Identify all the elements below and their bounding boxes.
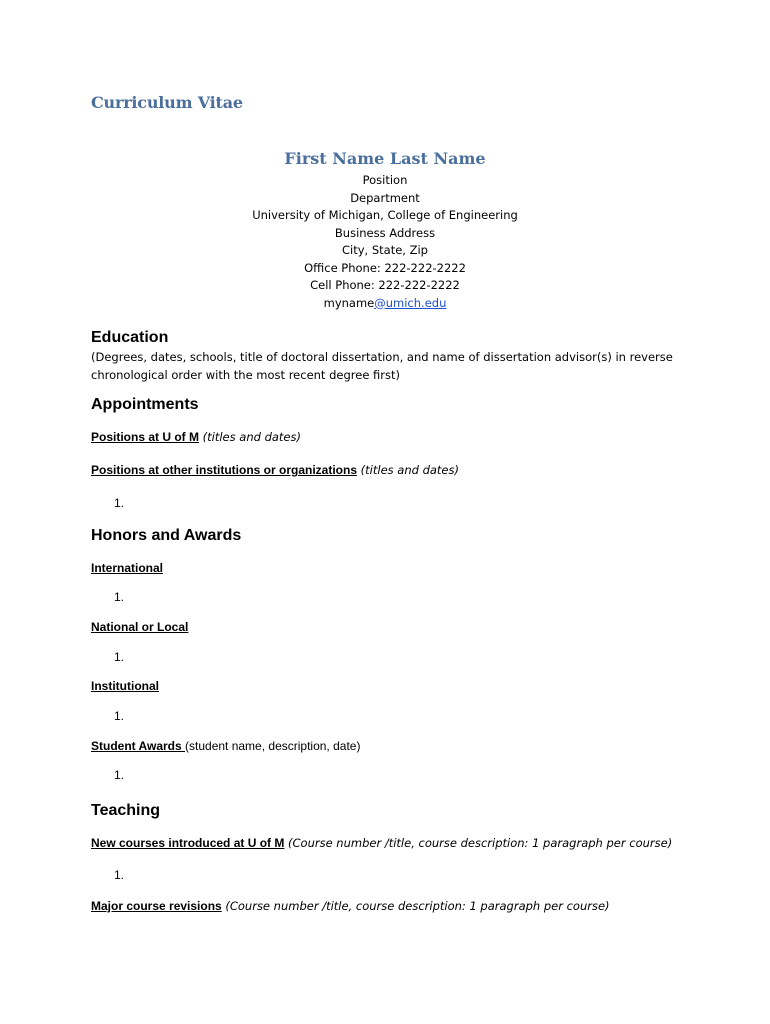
- education-text: (Degrees, dates, schools, title of doctoral dissertation, and name of dissertation advisor(s) in reverse chronological order with the most recent degree first): [91, 350, 673, 382]
- contact-cell-phone: Cell Phone: 222-222-2222: [310, 278, 460, 292]
- honors-student-item: 1.: [114, 768, 125, 782]
- honors-institutional-item: 1.: [114, 709, 125, 723]
- honors-international: [91, 561, 163, 575]
- contact-block: [0, 172, 770, 312]
- contact-department: Department: [350, 190, 420, 205]
- appointments-um-label: Positions at U of M: [91, 430, 199, 444]
- honors-national: [91, 620, 188, 634]
- teaching-new-courses: [91, 836, 672, 850]
- appointments-um-note: (titles and dates): [199, 430, 301, 444]
- honors-student: [91, 739, 360, 753]
- appointments-um: [91, 430, 301, 444]
- teaching-heading: Teaching: [91, 802, 161, 819]
- honors-national-label: National or Local: [91, 620, 189, 634]
- honors-heading: Honors and Awards: [91, 527, 242, 544]
- contact-email: [0, 295, 770, 313]
- honors-international-item: 1.: [114, 590, 125, 604]
- contact-institution: University of Michigan, College of Engineering: [252, 208, 518, 222]
- email-user: myname: [323, 295, 375, 310]
- contact-city: City, State, Zip: [342, 243, 428, 257]
- document-title: Curriculum Vitae: [91, 93, 243, 112]
- honors-institutional-label: Institutional: [91, 679, 159, 693]
- honors-national-item: 1.: [114, 650, 125, 664]
- teaching-new-courses-item: 1.: [114, 868, 125, 882]
- contact-office-phone: Office Phone: 222-222-2222: [304, 260, 466, 275]
- teaching-revisions: [91, 899, 610, 913]
- teaching-revisions-note: (Course number /title, course description: 1 paragraph per course): [221, 899, 610, 913]
- appointments-list-item: 1.: [114, 496, 125, 510]
- teaching-revisions-label: Major course revisions: [91, 899, 222, 913]
- person-name: First Name Last Name: [284, 149, 486, 168]
- teaching-new-courses-label: New courses introduced at U of M: [91, 836, 285, 850]
- honors-institutional: [91, 679, 159, 693]
- contact-position: Position: [362, 173, 408, 187]
- teaching-new-courses-note: (Course number /title, course description: 1 paragraph per course): [284, 836, 673, 850]
- appointments-other: [91, 463, 459, 477]
- appointments-other-note: (titles and dates): [357, 463, 459, 477]
- honors-student-label: Student Awards: [91, 739, 186, 753]
- appointments-heading: Appointments: [91, 396, 199, 413]
- honors-international-label: International: [91, 561, 164, 575]
- honors-student-note: (student name, description, date): [185, 739, 361, 753]
- email-link[interactable]: @umich.edu: [374, 295, 447, 310]
- education-heading: Education: [91, 329, 169, 346]
- contact-address: Business Address: [334, 225, 436, 240]
- appointments-other-label: Positions at other institutions or organizations: [91, 463, 358, 477]
